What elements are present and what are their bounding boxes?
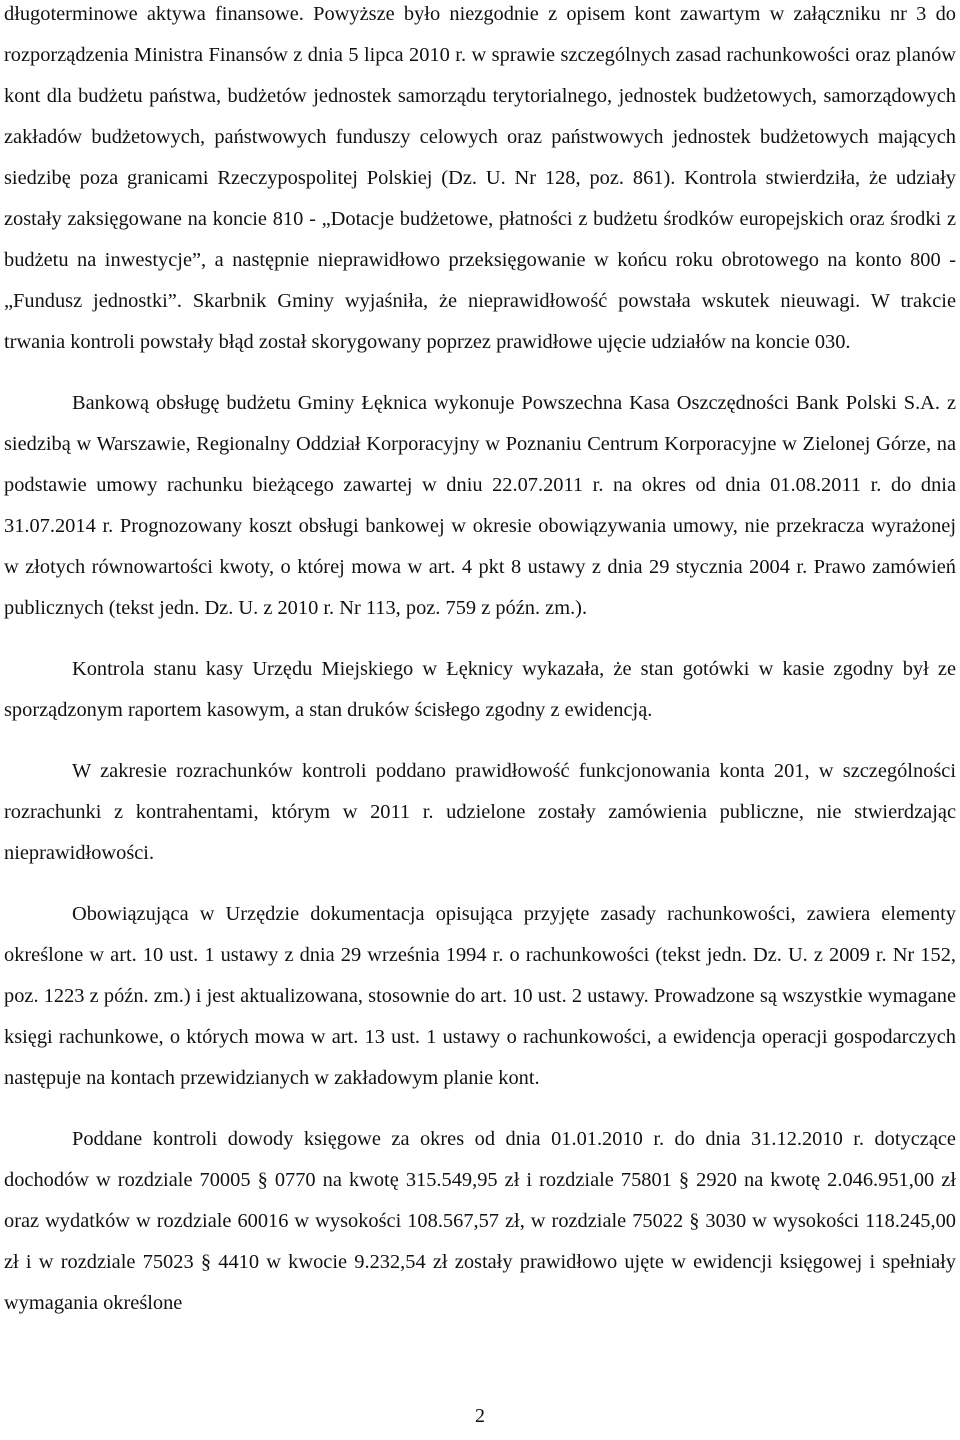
paragraph-1: długoterminowe aktywa finansowe. Powyższe było niezgodnie z opisem kont zawartym w załączniku nr 3 do rozporządzenia Ministra Finansów z dnia 5 lipca 2010 r. w sprawie szczególnych zasad rachunkowości oraz planów kont dla budżetu państwa, budżetów jednostek samorządu terytorialnego, jednostek budżetowych, samorządowych zakładów budżetowych, państwowych funduszy celowych oraz państwowych jednostek budżetowych mających siedzibę poza granicami Rzeczypospolitej Polskiej (Dz. U. Nr 128, poz. 861). Kontrola stwierdziła, że udziały zostały zaksięgowane na koncie 810 - „Dotacje budżetowe, płatności z budżetu środków europejskich oraz środki z budżetu na inwestycje”, a następnie nieprawidłowo przeksięgowanie w końcu roku obrotowego na konto 800 - „Fundusz jednostki”. Skarbnik Gminy wyjaśniła, że nieprawidłowość powstała wskutek nieuwagi. W trakcie trwania kontroli powstały błąd został skorygowany poprzez prawidłowe ujęcie udziałów na koncie 030. [4, 3, 956, 353]
page-number: 2 [475, 1405, 485, 1427]
paragraph-5: Obowiązująca w Urzędzie dokumentacja opisująca przyjęte zasady rachunkowości, zawiera elementy określone w art. 10 ust. 1 ustawy z dnia 29 września 1994 r. o rachunkowości (tekst jedn. Dz. U. z 2009 r. Nr 152, poz. 1223 z późn. zm.) i jest aktualizowana, stosownie do art. 10 ust. 2 ustawy. Prowadzone są wszystkie wymagane księgi rachunkowe, o których mowa w art. 13 ust. 1 ustawy o rachunkowości, a ewidencja operacji gospodarczych następuje na kontach przewidzianych w zakładowym planie kont. [4, 903, 956, 1089]
paragraph-3: Kontrola stanu kasy Urzędu Miejskiego w Łęknicy wykazała, że stan gotówki w kasie zgodny był ze sporządzonym raportem kasowym, a stan druków ścisłego zgodny z ewidencją. [4, 658, 956, 721]
paragraph-6: Poddane kontroli dowody księgowe za okres od dnia 01.01.2010 r. do dnia 31.12.2010 r. dotyczące dochodów w rozdziale 70005 § 0770 na kwotę 315.549,95 zł i rozdziale 75801 § 2920 na kwotę 2.046.951,00 zł oraz wydatków w rozdziale 60016 w wysokości 108.567,57 zł, w rozdziale 75022 § 3030 w wysokości 118.245,00 zł i w rozdziale 75023 § 4410 w kwocie 9.232,54 zł zostały prawidłowo ujęte w ewidencji księgowej i spełniały wymagania określone [4, 1128, 956, 1314]
paragraph-2: Bankową obsługę budżetu Gminy Łęknica wykonuje Powszechna Kasa Oszczędności Bank Polski S.A. z siedzibą w Warszawie, Regionalny Oddział Korporacyjny w Poznaniu Centrum Korporacyjne w Zielonej Górze, na podstawie umowy rachunku bieżącego zawartej w dniu 22.07.2011 r. na okres od dnia 01.08.2011 r. do dnia 31.07.2014 r. Prognozowany koszt obsługi bankowej w okresie obowiązywania umowy, nie przekracza wyrażonej w złotych równowartości kwoty, o której mowa w art. 4 pkt 8 ustawy z dnia 29 stycznia 2004 r. Prawo zamówień publicznych (tekst jedn. Dz. U. z 2010 r. Nr 113, poz. 759 z późn. zm.). [4, 392, 956, 619]
paragraph-4: W zakresie rozrachunków kontroli poddano prawidłowość funkcjonowania konta 201, w szczególności rozrachunki z kontrahentami, którym w 2011 r. udzielone zostały zamówienia publiczne, nie stwierdzając nieprawidłowości. [4, 760, 956, 864]
document-body [4, 0, 956, 1344]
